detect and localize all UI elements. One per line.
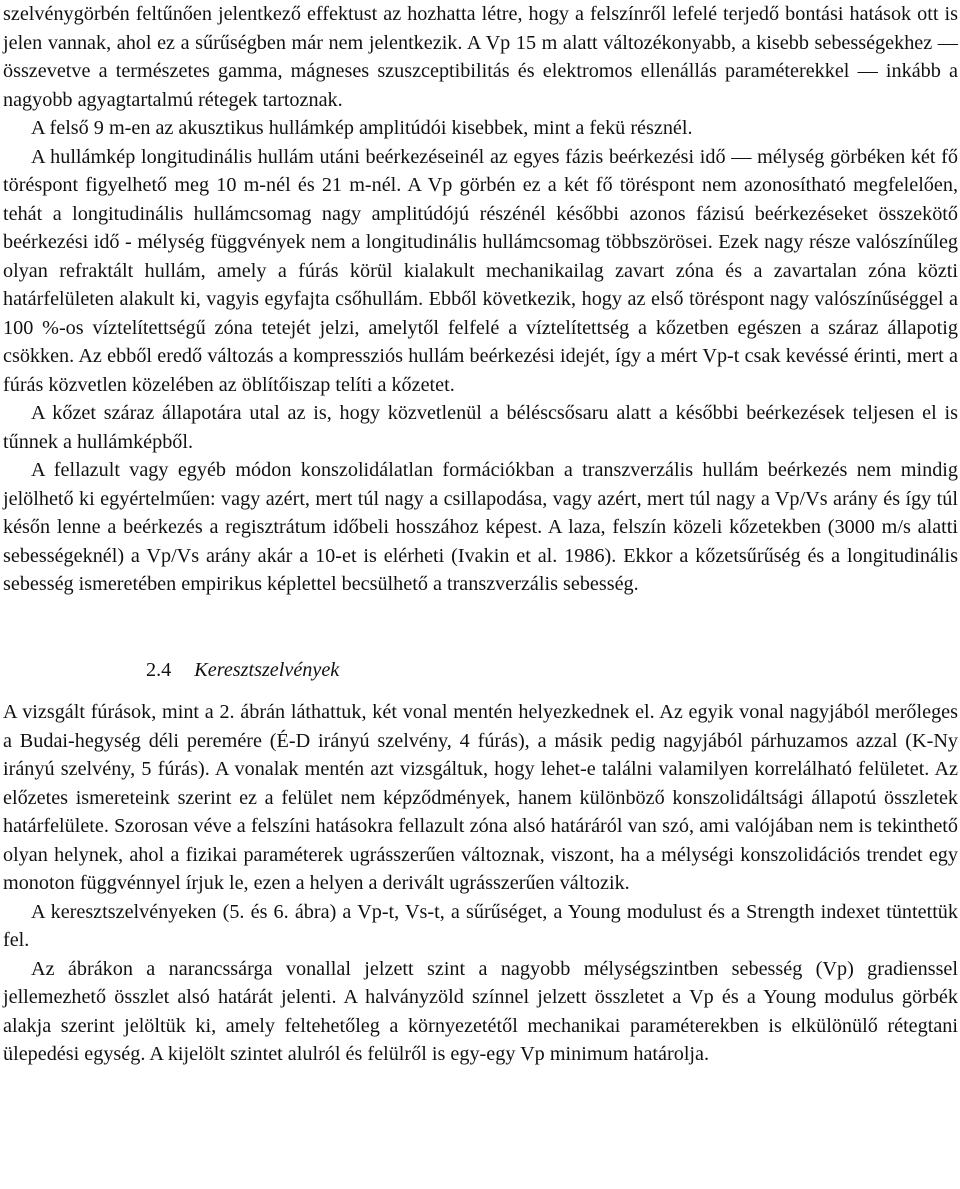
section-heading xyxy=(3,656,958,685)
document-page xyxy=(3,0,958,1069)
section-title: Keresztszelvények xyxy=(194,658,340,681)
paragraph-6: A vizsgált fúrások, mint a 2. ábrán láthattuk, két vonal mentén helyezkednek el. Az egyik vonal nagyjából merőleges a Budai-hegység déli peremére (É-D irányú szelvény, 4 fúrás), a másik pedig nagyjából párhuzamos azzal (K-Ny irányú szelvény, 5 fúrás). A vonalak mentén azt vizsgáltuk, hogy lehet-e találni valamilyen korrelálható felületet. Az előzetes ismereteink szerint ez a felület nem képződmények, hanem különböző konszolidáltsági állapotú összletek határfelülete. Szorosan véve a felszíni hatásokra fellazult zóna alsó határáról van szó, ami valójában nem is tekinthető olyan helynek, ahol a fizikai paraméterek ugrásszerűen változnak, viszont, ha a mélységi konszolidációs trendet egy monoton függvénnyel írjuk le, ezen a helyen a derivált ugrásszerűen változik. xyxy=(3,701,958,894)
paragraph-4: A kőzet száraz állapotára utal az is, hogy közvetlenül a béléscsősaru alatt a későbbi beérkezések teljesen el is tűnnek a hullámképből. xyxy=(3,402,958,453)
paragraph-8: Az ábrákon a narancssárga vonallal jelzett szint a nagyobb mélységszintben sebesség (Vp) gradienssel jellemezhető összlet alsó határát jelenti. A halványzöld színnel jelzett összletet a Vp és a Young modulus görbék alakja szerint jelöltük ki, amely feltehetőleg a környezetétől mechanikai paraméterekben is elkülönülő rétegtani ülepedési egység. A kijelölt szintet alulról és felülről is egy-egy Vp minimum határolja. xyxy=(3,957,958,1065)
section-number: 2.4 xyxy=(146,658,172,681)
paragraph-7: A keresztszelvényeken (5. és 6. ábra) a Vp-t, Vs-t, a sűrűséget, a Young modulust és a Strength indexet tüntettük fel. xyxy=(3,900,958,951)
paragraph-3: A hullámkép longitudinális hullám utáni beérkezéseinél az egyes fázis beérkezési idő — mélység görbéken két fő töréspont figyelhető meg 10 m-nél és 21 m-nél. A Vp görbén ez a két fő töréspont nem azonosítható megfelelően, tehát a longitudinális hullámcsomag nagy amplitúdójú részénél későbbi azonos fázisú beérkezéseket összekötő beérkezési idő - mélység függvények nem a longitudinális hullámcsomag többszörösei. Ezek nagy része valószínűleg olyan refraktált hullám, amely a fúrás körül kialakult mechanikailag zavart zóna és a zavartalan zóna közti határfelületen alakult ki, vagyis egyfajta csőhullám. Ebből következik, hogy az első töréspont nagy valószínűséggel a 100 %-os víztelítettségű zóna tetejét jelzi, amelytől felfelé a víztelítettség a kőzetben egészen a száraz állapotig csökken. Az ebből eredő változás a kompressziós hullám beérkezési idejét, így a mért Vp-t csak kevéssé érinti, mert a fúrás közvetlen közelében az öblítőiszap telíti a kőzetet. xyxy=(3,145,958,396)
paragraph-5: A fellazult vagy egyéb módon konszolidálatlan formációkban a transzverzális hullám beérkezés nem mindig jelölhető ki egyértelműen: vagy azért, mert túl nagy a csillapodása, vagy azért, mert túl nagy a Vp/Vs arány és így túl későn lenne a beérkezés a regisztrátum időbeli hosszához képest. A laza, felszín közeli kőzetekben (3000 m/s alatti sebességeknél) a Vp/Vs arány akár a 10-et is elérheti (Ivakin et al. 1986). Ekkor a kőzetsűrűség és a longitudinális sebesség ismeretében empirikus képlettel becsülhető a transzverzális sebesség. xyxy=(3,459,958,595)
section-spacer xyxy=(3,599,958,656)
paragraph-2: A felső 9 m-en az akusztikus hullámkép amplitúdói kisebbek, mint a fekü résznél. xyxy=(31,117,693,139)
paragraph-1: szelvénygörbén feltűnően jelentkező effektust az hozhatta létre, hogy a felszínről lefelé terjedő bontási hatások ott is jelen vannak, ahol ez a sűrűségben már nem jelentkezik. A Vp 15 m alatt változékonyabb, a kisebb sebességekhez — összevetve a természetes gamma, mágneses szuszceptibilitás és elektromos ellenállás paraméterekkel — inkább a nagyobb agyagtartalmú rétegek tartoznak. xyxy=(3,3,958,111)
